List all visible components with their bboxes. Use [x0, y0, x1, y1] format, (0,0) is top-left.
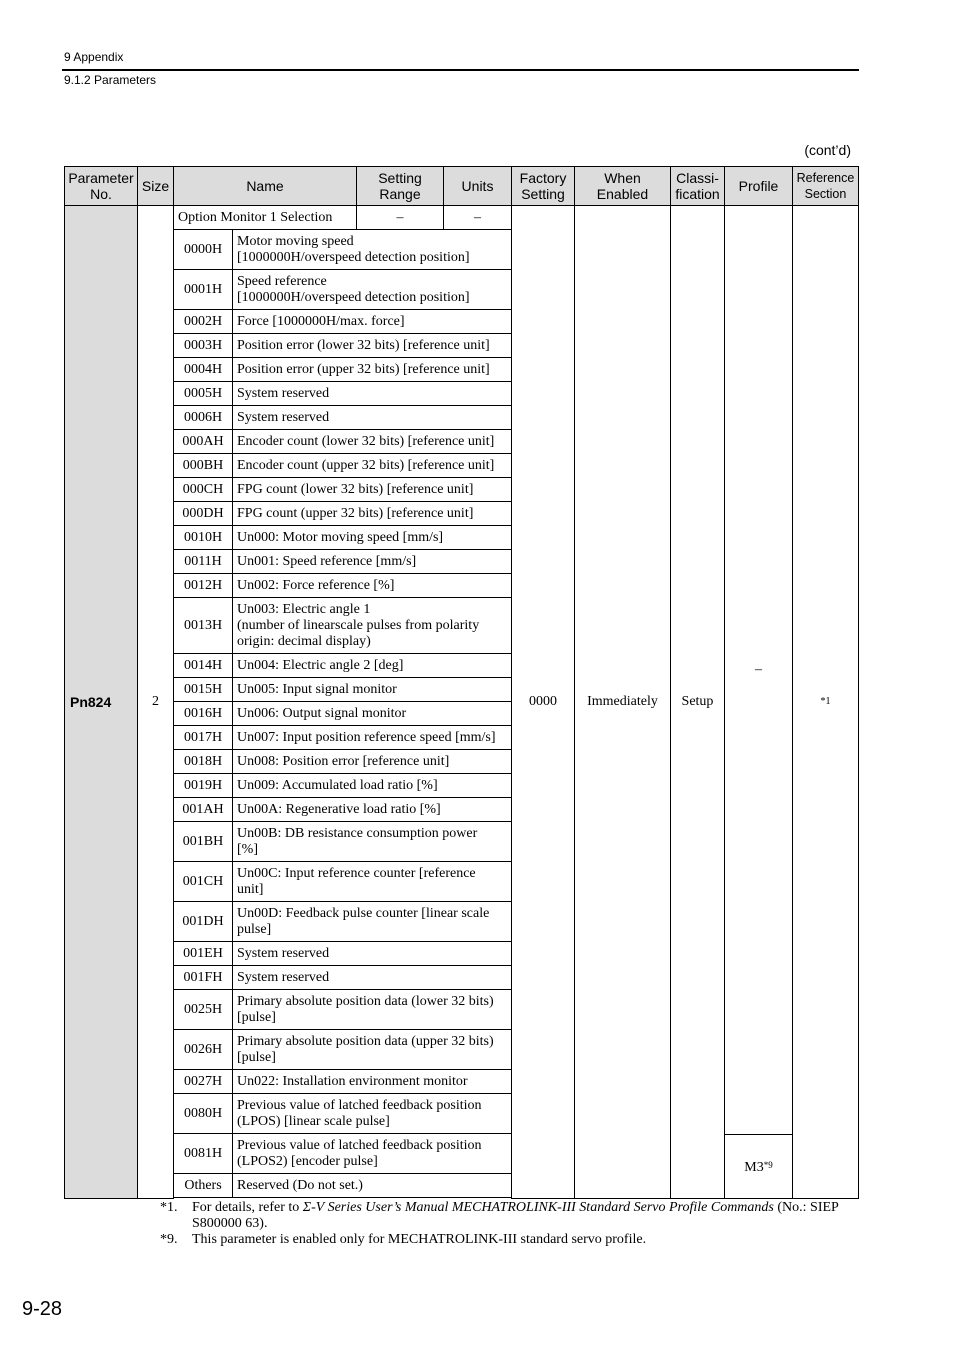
option-code: 001BH [173, 821, 233, 862]
option-description: Force [1000000H/max. force] [232, 309, 512, 334]
footnote-1-text: For details, refer to Σ-V Series User’s Manual MECHATROLINK-III Standard Servo Profile Commands (No.: SIEP S800000 63). [192, 1200, 839, 1231]
option-description: Un007: Input position reference speed [mm/s] [232, 725, 512, 750]
option-description: FPG count (upper 32 bits) [reference unit] [232, 501, 512, 526]
footnote-1 [160, 1200, 860, 1232]
option-code: 0013H [173, 597, 233, 654]
option-code: 0003H [173, 333, 233, 358]
classification-cell: Setup [670, 205, 725, 1199]
reference-section-cell: *1 [792, 205, 859, 1199]
col-header-reference-section: Reference Section [792, 166, 859, 206]
option-description: Reserved (Do not set.) [232, 1173, 512, 1198]
footnote-ref-9: *9 [763, 1160, 773, 1170]
option-code: 0010H [173, 525, 233, 550]
option-code: 001CH [173, 861, 233, 902]
option-code: 0006H [173, 405, 233, 430]
option-description: Un00B: DB resistance consumption power [%] [232, 821, 512, 862]
option-code: 0004H [173, 357, 233, 382]
option-code: 0005H [173, 381, 233, 406]
col-header-when-enabled: When Enabled [574, 166, 671, 206]
option-description: Position error (lower 32 bits) [reference unit] [232, 333, 512, 358]
manual-title: Σ-V Series User’s Manual MECHATROLINK-III Standard Servo Profile Commands [302, 1200, 774, 1215]
option-description: System reserved [232, 965, 512, 990]
option-code: 001EH [173, 941, 233, 966]
option-description: Previous value of latched feedback position (LPOS) [linear scale pulse] [232, 1093, 512, 1134]
option-code: 0025H [173, 989, 233, 1030]
option-description: Un00A: Regenerative load ratio [%] [232, 797, 512, 822]
factory-setting-cell: 0000 [511, 205, 575, 1199]
option-code: 0081H [173, 1133, 233, 1174]
option-description: Un00D: Feedback pulse counter [linear scale pulse] [232, 901, 512, 942]
footnote-9-mark: *9. [160, 1232, 178, 1247]
option-description: Un00C: Input reference counter [reference unit] [232, 861, 512, 902]
size-cell: 2 [137, 205, 174, 1199]
option-description: Un000: Motor moving speed [mm/s] [232, 525, 512, 550]
param-number-cell: Pn824 [64, 205, 138, 1199]
option-code: Others [173, 1173, 233, 1198]
option-description: Un022: Installation environment monitor [232, 1069, 512, 1094]
footnote-1-mark: *1. [160, 1200, 178, 1215]
option-code: 0000H [173, 229, 233, 270]
option-code: 0012H [173, 573, 233, 598]
option-description: Primary absolute position data (lower 32 bits) [pulse] [232, 989, 512, 1030]
option-description: Position error (upper 32 bits) [reference unit] [232, 357, 512, 382]
profile-cell: – [724, 205, 793, 1135]
option-description: Un009: Accumulated load ratio [%] [232, 773, 512, 798]
option-description: Un002: Force reference [%] [232, 573, 512, 598]
option-description: Primary absolute position data (upper 32 bits) [pulse] [232, 1029, 512, 1070]
option-code: 001FH [173, 965, 233, 990]
option-description: Un004: Electric angle 2 [deg] [232, 653, 512, 678]
option-code: 000CH [173, 477, 233, 502]
option-description: Un006: Output signal monitor [232, 701, 512, 726]
option-description: FPG count (lower 32 bits) [reference unit] [232, 477, 512, 502]
option-code: 0016H [173, 701, 233, 726]
page-number: 9-28 [22, 1298, 63, 1320]
option-description: Un003: Electric angle 1 (number of linearscale pulses from polarity origin: decimal display) [232, 597, 512, 654]
profile-m3-cell: M3$^{*9}$ [724, 1134, 793, 1199]
option-code: 0001H [173, 269, 233, 310]
setting-range-cell: – [356, 205, 444, 230]
option-description: System reserved [232, 405, 512, 430]
col-header-setting-range: Setting Range [356, 166, 444, 206]
option-code: 0011H [173, 549, 233, 574]
option-code: 001AH [173, 797, 233, 822]
name-cell: Option Monitor 1 Selection [173, 205, 357, 230]
chapter-heading: 9 Appendix [64, 50, 124, 64]
option-code: 0018H [173, 749, 233, 774]
option-description: Speed reference [1000000H/overspeed detection position] [232, 269, 512, 310]
col-header-factory-setting: Factory Setting [511, 166, 575, 206]
option-description: Encoder count (lower 32 bits) [reference unit] [232, 429, 512, 454]
option-description: System reserved [232, 381, 512, 406]
option-code: 001DH [173, 901, 233, 942]
option-code: 000AH [173, 429, 233, 454]
units-cell: – [443, 205, 512, 230]
col-header-classification: Classi- fication [670, 166, 725, 206]
option-code: 0026H [173, 1029, 233, 1070]
option-code: 0019H [173, 773, 233, 798]
footnote-9-text: This parameter is enabled only for MECHATROLINK-III standard servo profile. [192, 1232, 647, 1247]
option-code: 0080H [173, 1093, 233, 1134]
footnote-9 [160, 1232, 860, 1248]
option-description: Un005: Input signal monitor [232, 677, 512, 702]
option-description: Un008: Position error [reference unit] [232, 749, 512, 774]
section-heading: 9.1.2 Parameters [64, 73, 157, 87]
option-description: Un001: Speed reference [mm/s] [232, 549, 512, 574]
option-code: 0017H [173, 725, 233, 750]
option-code: 0027H [173, 1069, 233, 1094]
col-header-param-no: Parameter No. [64, 166, 138, 206]
footnotes [160, 1200, 860, 1248]
option-description: Previous value of latched feedback position (LPOS2) [encoder pulse] [232, 1133, 512, 1174]
col-header-units: Units [443, 166, 512, 206]
option-description: Encoder count (upper 32 bits) [reference unit] [232, 453, 512, 478]
option-description: Motor moving speed [1000000H/overspeed detection position] [232, 229, 512, 270]
option-description: System reserved [232, 941, 512, 966]
option-code: 000DH [173, 501, 233, 526]
when-enabled-cell: Immediately [574, 205, 671, 1199]
col-header-size: Size [137, 166, 174, 206]
continued-label: (cont’d) [804, 142, 851, 158]
option-code: 000BH [173, 453, 233, 478]
option-code: 0014H [173, 653, 233, 678]
option-code: 0002H [173, 309, 233, 334]
col-header-name: Name [173, 166, 357, 206]
option-code: 0015H [173, 677, 233, 702]
col-header-profile: Profile [724, 166, 793, 206]
